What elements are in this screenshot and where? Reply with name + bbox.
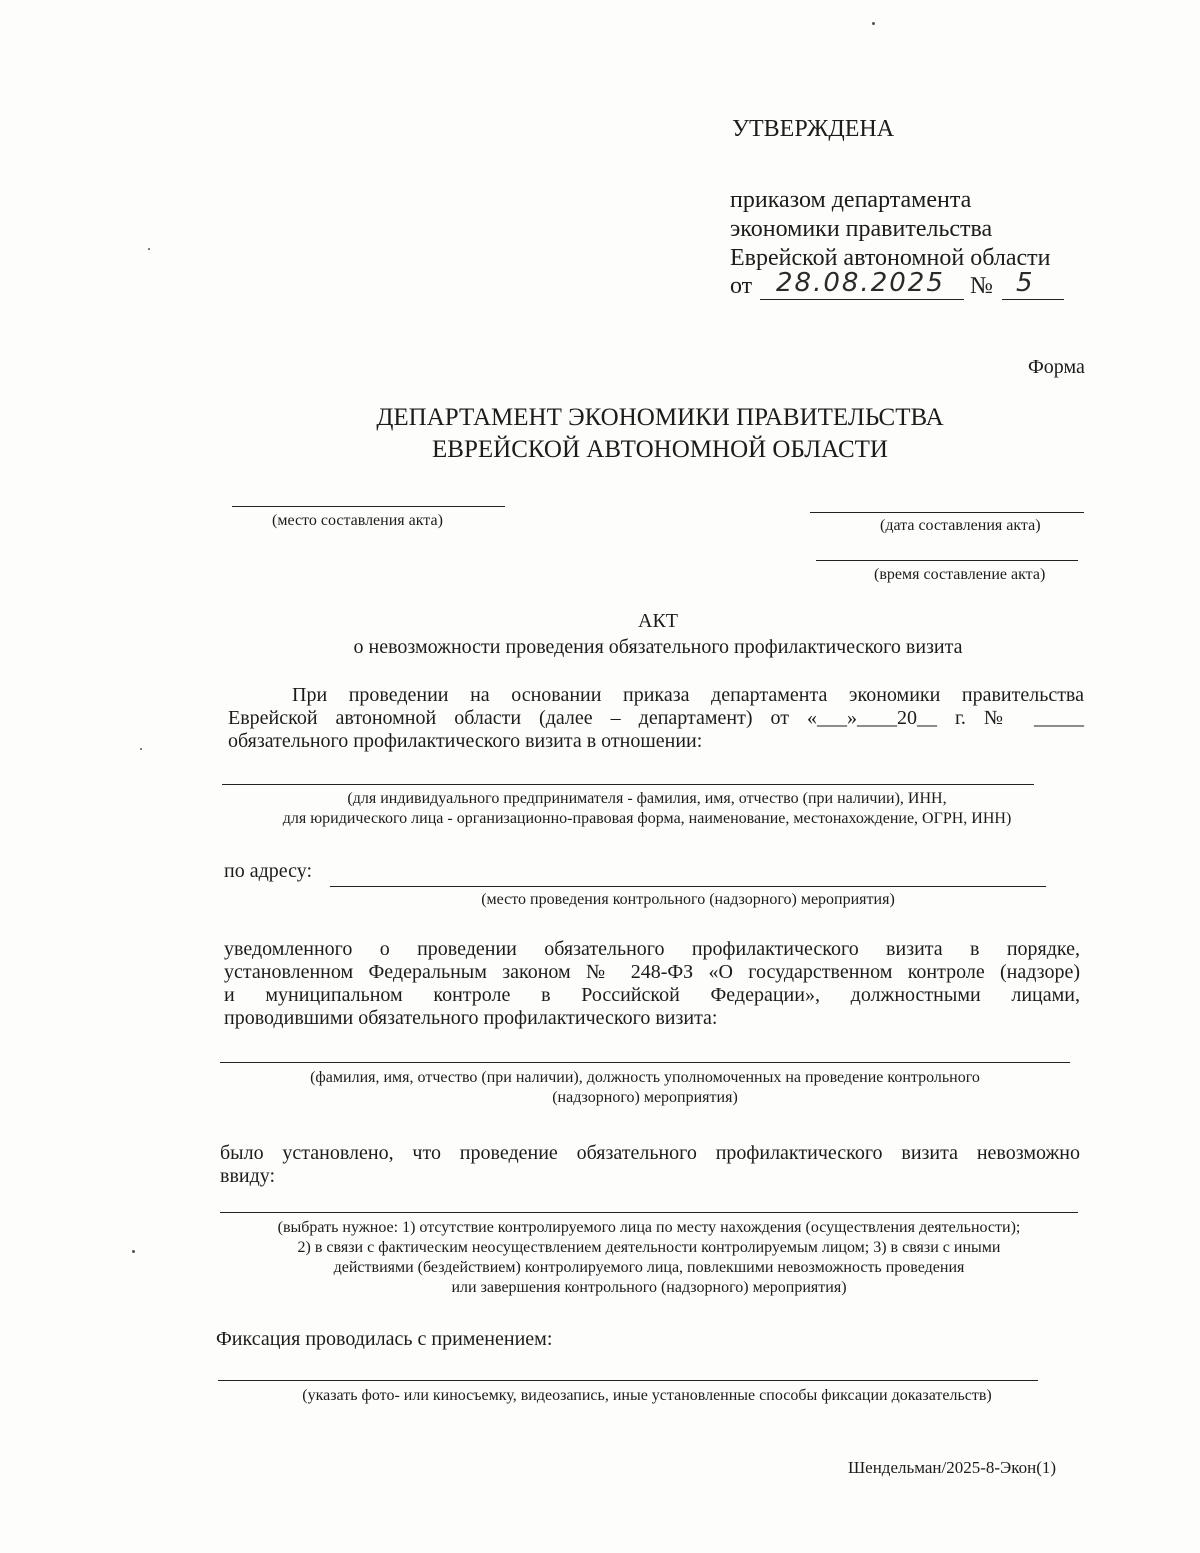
address-caption: (место проведения контрольного (надзорного) мероприятия) bbox=[481, 891, 895, 908]
caption-line: (выбрать нужное: 1) отсутствие контролируемого лица по месту нахождения (осуществления деятельности); bbox=[277, 1219, 1021, 1236]
approval-number-label: № bbox=[970, 273, 993, 299]
paragraph-notice bbox=[224, 938, 1080, 1030]
act-title: АКТ bbox=[638, 610, 678, 632]
fixation-label: Фиксация проводилась с применением: bbox=[216, 1328, 553, 1350]
caption-line: или завершения контрольного (надзорного) мероприятия) bbox=[451, 1279, 847, 1296]
paragraph-line: проводившими обязательного профилактического визита: bbox=[224, 1007, 718, 1029]
approval-order-text bbox=[730, 186, 1050, 273]
department-name bbox=[0, 402, 1200, 466]
caption-line: 2) в связи с фактическим неосуществлением деятельности контролируемым лицом; 3) в связи с иными bbox=[297, 1239, 1001, 1256]
fixation-line bbox=[218, 1380, 1038, 1381]
fixation-caption: (указать фото- или киносъемку, видеозапись, иные установленные способы фиксации доказательств) bbox=[302, 1387, 992, 1404]
paragraph-line: обязательного профилактического визита в отношении: bbox=[228, 730, 703, 752]
paragraph-line: установленном Федеральным законом № 248-ФЗ «О государственном контроле (надзоре) bbox=[224, 961, 1080, 983]
scan-speck bbox=[132, 1250, 135, 1253]
act-subtitle: о невозможности проведения обязательного профилактического визита bbox=[353, 636, 963, 658]
approval-heading: УТВЕРЖДЕНА bbox=[732, 116, 895, 142]
paragraph-line: ввиду: bbox=[220, 1165, 276, 1187]
officials-line bbox=[220, 1062, 1070, 1063]
caption-line: (фамилия, имя, отчество (при наличии), должность уполномоченных на проведение контрольного bbox=[310, 1069, 980, 1086]
reason-caption bbox=[214, 1218, 1084, 1298]
place-line bbox=[232, 506, 505, 507]
subject-caption bbox=[222, 789, 1072, 829]
paragraph-line: и муниципальном контроле в Российской Федерации», должностными лицами, bbox=[224, 984, 1080, 1006]
place-caption: (место составления акта) bbox=[272, 512, 443, 529]
approval-line: приказом департамента bbox=[730, 187, 972, 213]
time-caption: (время составление акта) bbox=[874, 566, 1046, 583]
time-line bbox=[816, 560, 1078, 561]
caption-line: (надзорного) мероприятия) bbox=[552, 1089, 738, 1106]
reason-line bbox=[220, 1212, 1078, 1213]
approval-number-handwritten: 5 bbox=[1016, 268, 1035, 298]
form-label: Форма bbox=[1028, 356, 1085, 378]
approval-date-handwritten: 28.08.2025 bbox=[776, 268, 945, 298]
department-line: ДЕПАРТАМЕНТ ЭКОНОМИКИ ПРАВИТЕЛЬСТВА bbox=[376, 404, 944, 431]
approval-date-line bbox=[760, 299, 964, 300]
approval-line: Еврейской автономной области bbox=[730, 245, 1051, 271]
caption-line: действиями (бездействием) контролируемого лица, повлекшими невозможность проведения bbox=[333, 1259, 965, 1276]
paragraph-line: было установлено, что проведение обязательного профилактического визита невозможно bbox=[220, 1142, 1080, 1164]
paragraph-grounds bbox=[228, 684, 1084, 753]
paragraph-line: уведомленного о проведении обязательного профилактического визита в порядке, bbox=[224, 938, 1080, 960]
approval-from-label: от bbox=[730, 273, 753, 299]
caption-line: (для индивидуального предпринимателя - фамилия, имя, отчество (при наличии), ИНН, bbox=[347, 790, 947, 807]
officials-caption bbox=[220, 1068, 1070, 1108]
address-label: по адресу: bbox=[224, 860, 313, 882]
paragraph-line: При проведении на основании приказа департамента экономики правительства bbox=[292, 684, 1084, 706]
scan-speck bbox=[140, 748, 142, 750]
address-line bbox=[330, 886, 1046, 887]
caption-line: для юридического лица - организационно-правовая форма, наименование, местонахождение, ОГРН, ИНН) bbox=[282, 810, 1012, 827]
scan-speck bbox=[148, 248, 150, 250]
approval-line: экономики правительства bbox=[730, 216, 993, 242]
paragraph-finding bbox=[220, 1142, 1080, 1188]
approval-number-line bbox=[1002, 299, 1064, 300]
subject-line bbox=[222, 784, 1034, 785]
date-line bbox=[810, 512, 1084, 513]
paragraph-line: Еврейской автономной области (далее – департамент) от «___»____20__ г. № _____ bbox=[228, 707, 1084, 729]
footer-reference: Шендельман/2025-8-Экон(1) bbox=[848, 1458, 1057, 1477]
scan-speck bbox=[872, 22, 875, 25]
date-caption: (дата составления акта) bbox=[880, 517, 1041, 534]
department-line: ЕВРЕЙСКОЙ АВТОНОМНОЙ ОБЛАСТИ bbox=[432, 436, 888, 463]
